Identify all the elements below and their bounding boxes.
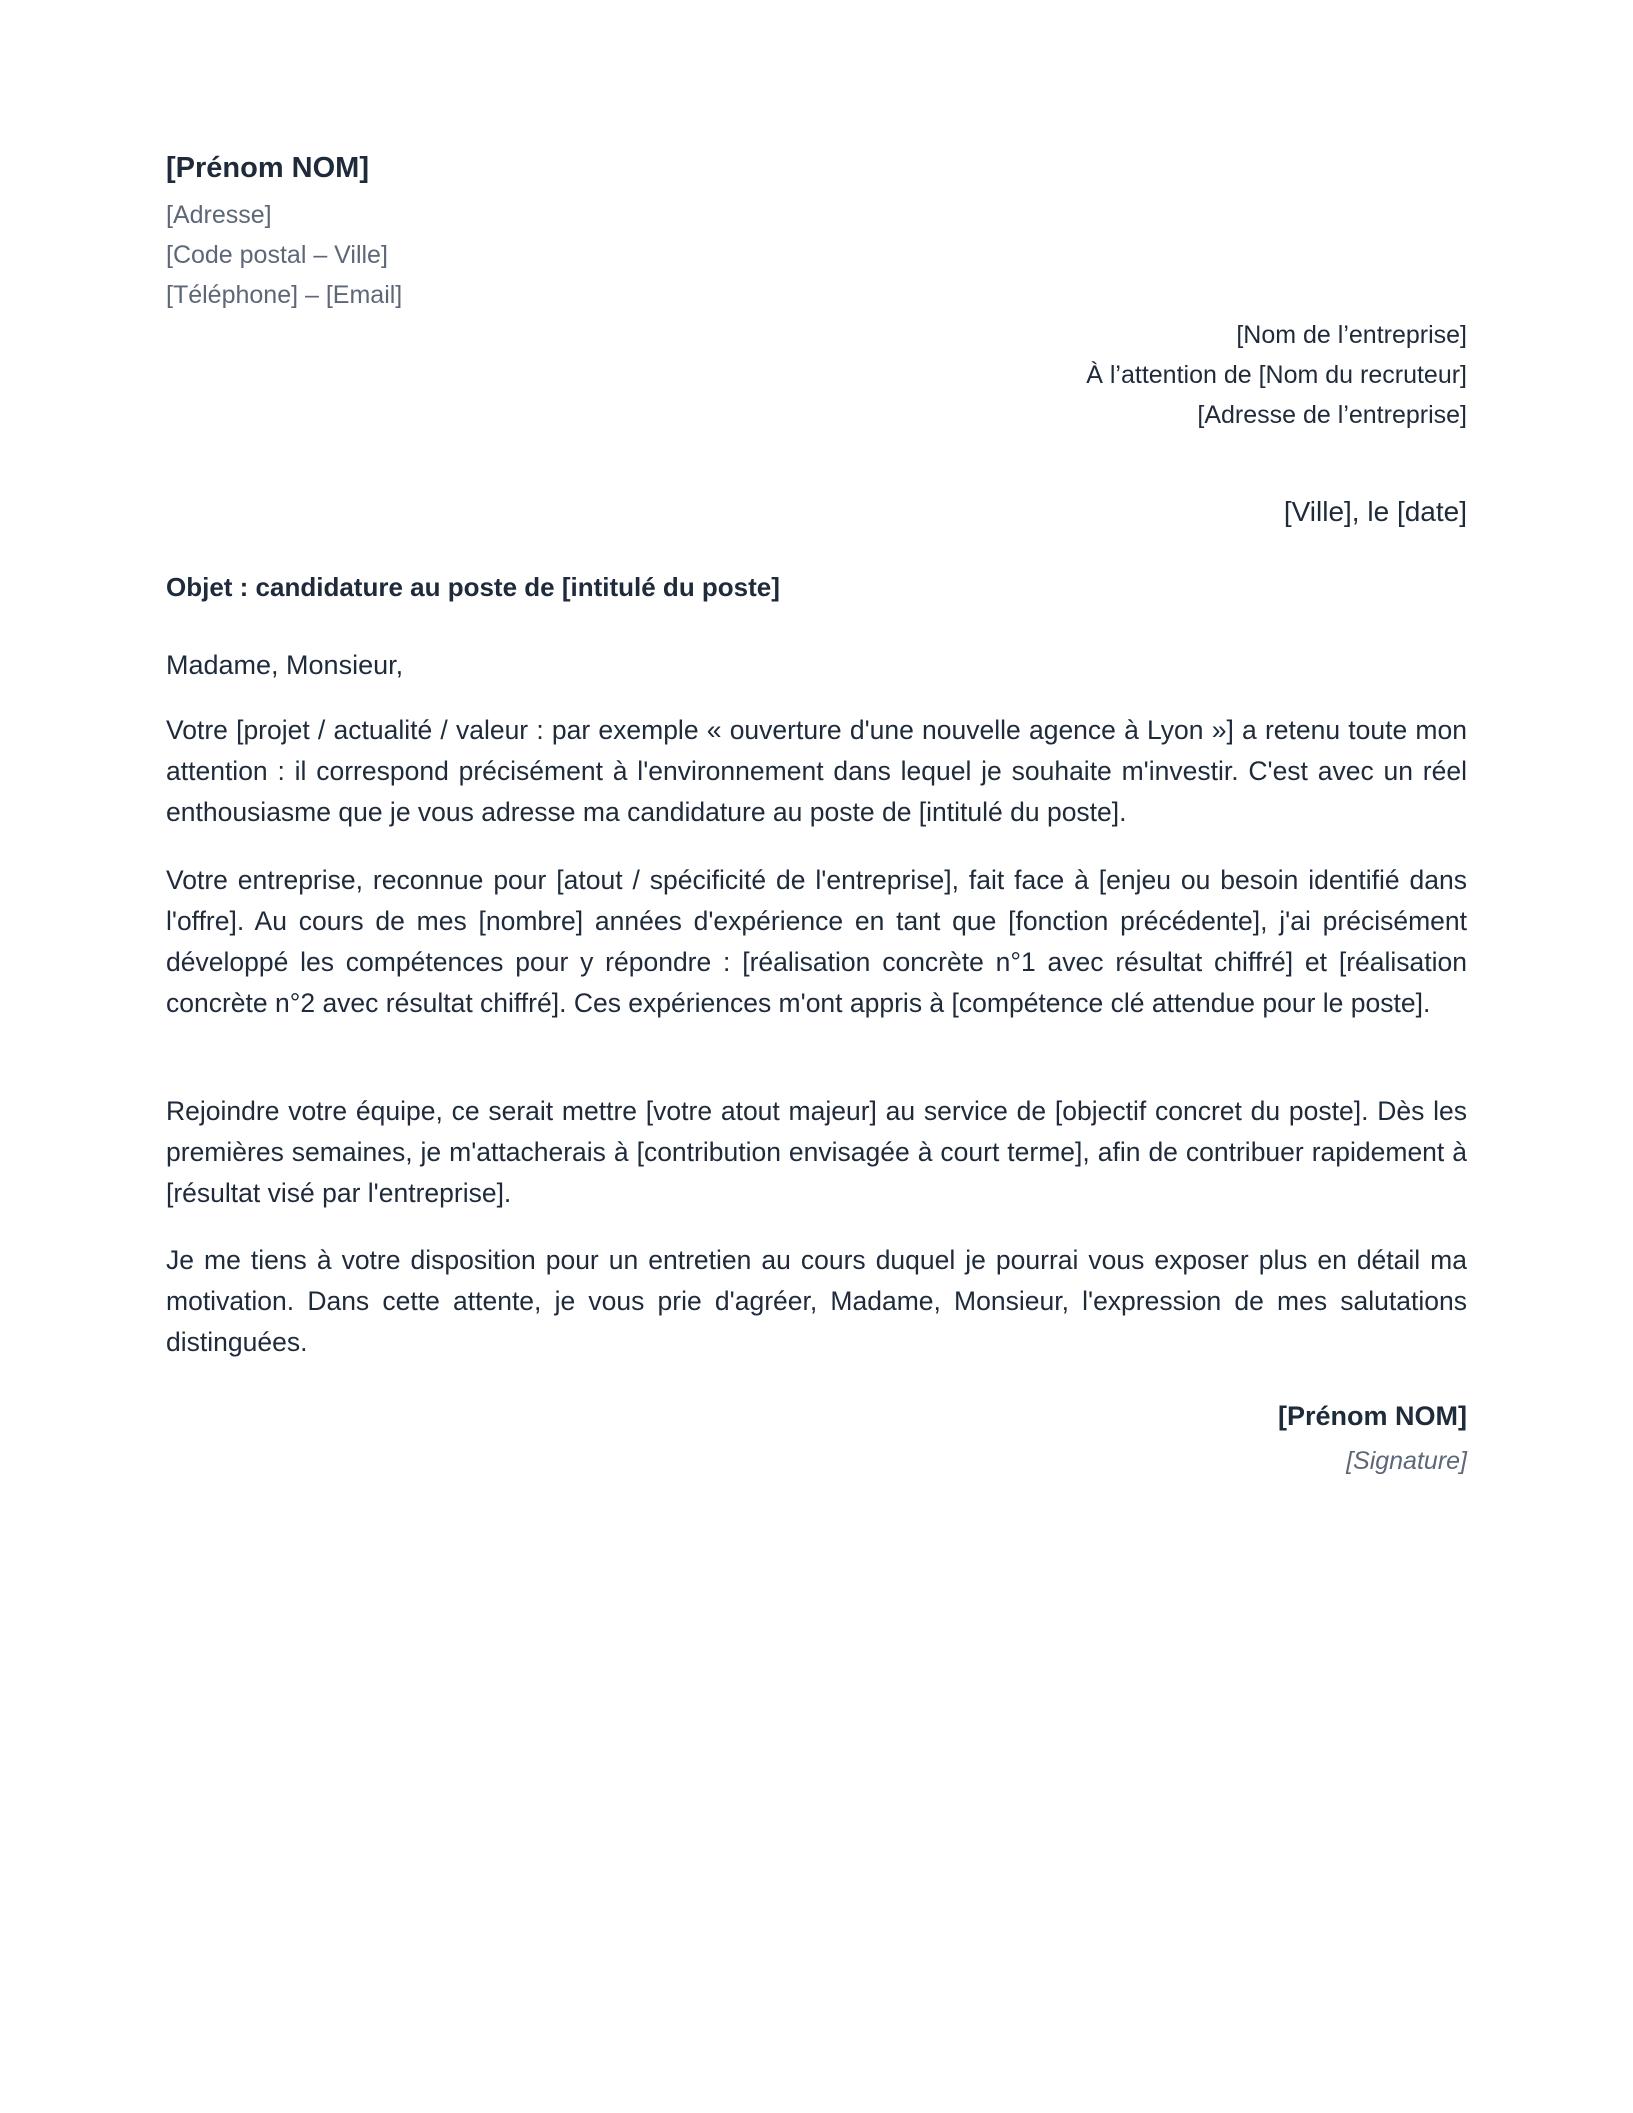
recipient-attention: À l’attention de [Nom du recruteur]: [1086, 361, 1467, 389]
body-paragraph-3: Rejoindre votre équipe, ce serait mettre [votre atout majeur] au service de [objectif concret du poste]. Dès les premières semaines, je m'attacherais à [contribution envisagée à court terme], afin de contribuer rapidement à [résultat visé par l'entreprise].: [166, 1096, 1467, 1208]
signature-placeholder: [Signature]: [1346, 1447, 1467, 1475]
sender-contact: [Téléphone] – [Email]: [166, 281, 403, 309]
sender-address: [Adresse]: [166, 201, 272, 229]
signature-name: [Prénom NOM]: [1278, 1401, 1467, 1431]
sender-name: [Prénom NOM]: [166, 152, 369, 184]
body-paragraph-4: Je me tiens à votre disposition pour un entretien au cours duquel je pourrai vous exposer plus en détail ma motivation. Dans cette attente, je vous prie d'agréer, Madame, Monsieur, l'expression de mes salutations distinguées.: [166, 1245, 1467, 1357]
recipient-address: [Adresse de l’entreprise]: [1197, 401, 1467, 429]
salutation: Madame, Monsieur,: [166, 650, 404, 680]
date-line: [Ville], le [date]: [1283, 496, 1467, 527]
subject-line: Objet : candidature au poste de [intitulé du poste]: [166, 572, 780, 602]
body-paragraph-1: Votre [projet / actualité / valeur : par exemple « ouverture d'une nouvelle agence à Lyon »] a retenu toute mon attention : il correspond précisément à l'environnement dans lequel je souhaite m'investir. C'est avec un réel enthousiasme que je vous adresse ma candidature au poste de [intitulé du poste].: [166, 715, 1467, 827]
sender-postal-city: [Code postal – Ville]: [166, 241, 388, 269]
recipient-company: [Nom de l’entreprise]: [1236, 321, 1467, 349]
body-paragraph-2: Votre entreprise, reconnue pour [atout / spécificité de l'entreprise], fait face à [enjeu ou besoin identifié dans l'offre]. Au cours de mes [nombre] années d'expérience en tant que [fonction précédente], j'ai précisément développé les compétences pour y répondre : [réalisation concrète n°1 avec résultat chiffré] et [réalisation concrète n°2 avec résultat chiffré]. Ces expériences m'ont appris à [compétence clé attendue pour le poste].: [166, 865, 1467, 1018]
